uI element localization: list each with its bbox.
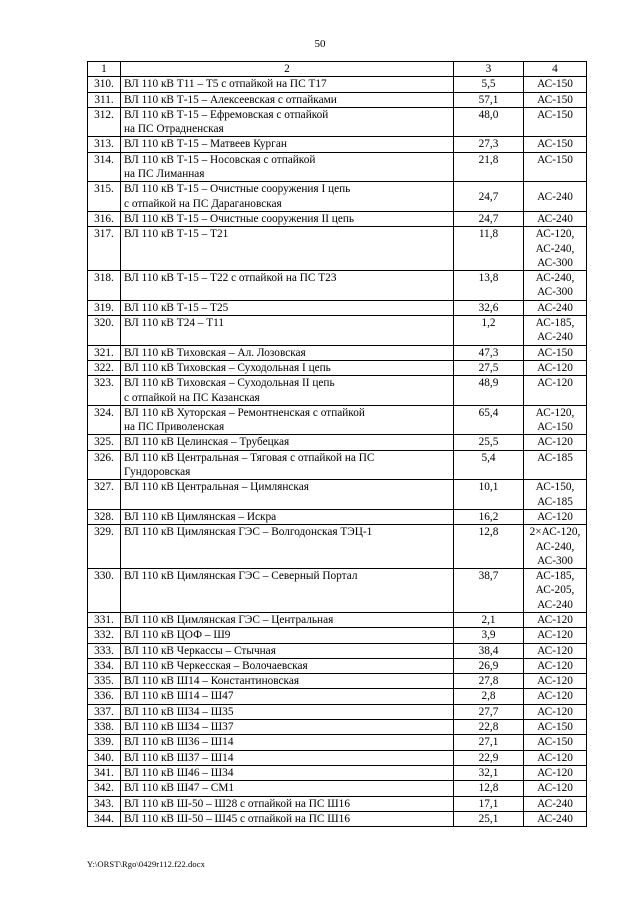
line-length: 27,7	[454, 704, 524, 719]
line-name-text: ВЛ 110 кВ Ш-50 – Ш45 с отпайкой на ПС Ш16	[124, 812, 350, 825]
header-col-1: 1	[88, 62, 121, 77]
table-row	[88, 796, 587, 811]
line-name-text: Гундоровская	[124, 466, 191, 479]
table-row	[88, 811, 587, 826]
wire-type-text: АС-240	[537, 797, 573, 810]
wire-type-text: АС-240	[537, 598, 573, 611]
line-length: 3,9	[454, 628, 524, 643]
row-number: 341.	[88, 765, 121, 780]
table-row	[88, 674, 587, 689]
row-number: 334.	[88, 658, 121, 673]
wire-type-text: АС-150	[537, 736, 573, 749]
wire-type	[524, 480, 587, 510]
line-name	[121, 796, 454, 811]
line-name-text: на ПС Приволенская	[124, 421, 225, 434]
row-number: 318.	[88, 271, 121, 301]
wire-type-text: АС-240,	[535, 242, 575, 255]
row-number: 328.	[88, 509, 121, 524]
row-number: 319.	[88, 300, 121, 315]
row-number: 315.	[88, 182, 121, 212]
line-name-text: ВЛ 110 кВ Т24 – Т11	[124, 317, 225, 330]
line-length: 22,8	[454, 720, 524, 735]
row-number: 325.	[88, 435, 121, 450]
wire-type-text: АС-120	[537, 436, 573, 449]
line-length: 5,4	[454, 450, 524, 480]
wire-type-text: АС-120	[537, 705, 573, 718]
line-length: 38,4	[454, 643, 524, 658]
line-length: 32,6	[454, 300, 524, 315]
line-name-text: ВЛ 110 кВ Т11 – Т5 с отпайкой на ПС Т17	[124, 78, 327, 91]
wire-type-text: АС-120	[537, 690, 573, 703]
wire-type-text: АС-150	[537, 721, 573, 734]
line-name-text: на ПС Лиманная	[124, 168, 205, 181]
wire-type	[524, 227, 587, 271]
line-name	[121, 628, 454, 643]
line-name	[121, 720, 454, 735]
table-row	[88, 658, 587, 673]
line-name	[121, 405, 454, 435]
wire-type	[524, 509, 587, 524]
wire-type	[524, 360, 587, 375]
wire-type	[524, 450, 587, 480]
row-number: 320.	[88, 316, 121, 346]
wire-type-text: 2×АС-120,	[529, 526, 581, 539]
row-number: 326.	[88, 450, 121, 480]
line-name-text: ВЛ 110 кВ Т-15 – Т25	[124, 301, 229, 314]
wire-type-text: АС-120	[537, 510, 573, 523]
line-length: 22,9	[454, 750, 524, 765]
wire-type-text: АС-120	[537, 629, 573, 642]
line-name-text: ВЛ 110 кВ Ш14 – Константиновская	[124, 675, 300, 688]
line-name-text: с отпайкой на ПС Казанская	[124, 391, 260, 404]
wire-type-text: АС-240	[537, 301, 573, 314]
line-length: 38,7	[454, 569, 524, 613]
line-name-text: ВЛ 110 кВ Целинская – Трубецкая	[124, 436, 290, 449]
line-name-text: ВЛ 110 кВ Центральная – Цимлянская	[124, 481, 309, 494]
table-row	[88, 77, 587, 92]
table-row	[88, 628, 587, 643]
line-length: 24,7	[454, 211, 524, 226]
row-number: 332.	[88, 628, 121, 643]
line-length: 27,3	[454, 137, 524, 152]
table-row	[88, 345, 587, 360]
line-length: 27,5	[454, 360, 524, 375]
line-name-text: ВЛ 110 кВ Черкассы – Стычная	[124, 644, 276, 657]
line-name-text: ВЛ 110 кВ Тиховская – Суходольная II цепь	[124, 377, 335, 390]
row-number: 313.	[88, 137, 121, 152]
table-row	[88, 300, 587, 315]
line-name-text: ВЛ 110 кВ Цимлянская – Искра	[124, 510, 277, 523]
table-row	[88, 704, 587, 719]
line-length: 10,1	[454, 480, 524, 510]
line-length: 25,1	[454, 811, 524, 826]
wire-type-text: АС-300	[537, 286, 573, 299]
line-name	[121, 735, 454, 750]
line-name-text: ВЛ 110 кВ Цимлянская ГЭС – Волгодонская ТЭЦ-1	[124, 526, 373, 539]
line-length: 47,3	[454, 345, 524, 360]
wire-type-text: АС-150	[537, 93, 573, 106]
wire-type-text: АС-300	[537, 554, 573, 567]
wire-type-text: АС-120,	[535, 228, 575, 241]
wire-type-text: АС-240	[537, 212, 573, 225]
table-row	[88, 509, 587, 524]
line-length: 27,8	[454, 674, 524, 689]
line-name	[121, 643, 454, 658]
line-name-text: с отпайкой на ПС Дарагановская	[124, 197, 282, 210]
table-header-row	[88, 62, 587, 77]
row-number: 314.	[88, 152, 121, 182]
row-number: 335.	[88, 674, 121, 689]
line-length: 2,1	[454, 612, 524, 627]
wire-type	[524, 152, 587, 182]
table-row	[88, 689, 587, 704]
line-length: 32,1	[454, 765, 524, 780]
line-name	[121, 765, 454, 780]
line-name	[121, 480, 454, 510]
wire-type-text: АС-150	[537, 108, 573, 121]
wire-type	[524, 376, 587, 406]
table-row	[88, 480, 587, 510]
line-name-text: ВЛ 110 кВ Ш14 – Ш47	[124, 690, 234, 703]
table-row	[88, 569, 587, 613]
wire-type	[524, 689, 587, 704]
wire-type-text: АС-150	[537, 346, 573, 359]
row-number: 324.	[88, 405, 121, 435]
row-number: 337.	[88, 704, 121, 719]
line-name-text: ВЛ 110 кВ ЦОФ – Ш9	[124, 629, 231, 642]
header-col-2: 2	[121, 62, 454, 77]
table-row	[88, 271, 587, 301]
line-name	[121, 182, 454, 212]
wire-type	[524, 750, 587, 765]
wire-type-text: АС-240	[537, 190, 573, 203]
line-name-text: ВЛ 110 кВ Т-15 – Алексеевская с отпайками	[124, 93, 337, 106]
line-name-text: ВЛ 110 кВ Т-15 – Очистные сооружения I цепь	[124, 183, 351, 196]
row-number: 322.	[88, 360, 121, 375]
row-number: 312.	[88, 107, 121, 137]
line-length: 5,5	[454, 77, 524, 92]
line-name	[121, 674, 454, 689]
line-length: 65,4	[454, 405, 524, 435]
wire-type	[524, 107, 587, 137]
wire-type-text: АС-300	[537, 256, 573, 269]
table-row	[88, 735, 587, 750]
table-row	[88, 525, 587, 569]
row-number: 344.	[88, 811, 121, 826]
line-name-text: ВЛ 110 кВ Ш36 – Ш14	[124, 736, 234, 749]
line-name	[121, 92, 454, 107]
row-number: 338.	[88, 720, 121, 735]
line-name	[121, 137, 454, 152]
line-name-text: ВЛ 110 кВ Т-15 – Матвеев Курган	[124, 138, 287, 151]
wire-type-text: АС-120	[537, 782, 573, 795]
wire-type-text: АС-240,	[535, 272, 575, 285]
wire-type-text: АС-150	[537, 421, 573, 434]
wire-type-text: АС-150	[537, 138, 573, 151]
wire-type-text: АС-150,	[535, 481, 575, 494]
wire-type	[524, 211, 587, 226]
power-lines-table	[87, 61, 587, 827]
table-row	[88, 376, 587, 406]
row-number: 317.	[88, 227, 121, 271]
line-name	[121, 77, 454, 92]
line-name-text: ВЛ 110 кВ Центральная – Тяговая с отпайкой на ПС	[124, 451, 375, 464]
wire-type	[524, 92, 587, 107]
line-name-text: ВЛ 110 кВ Тиховская – Ал. Лозовская	[124, 346, 306, 359]
line-name	[121, 360, 454, 375]
line-length: 12,8	[454, 781, 524, 796]
line-name	[121, 525, 454, 569]
row-number: 343.	[88, 796, 121, 811]
row-number: 342.	[88, 781, 121, 796]
table-row	[88, 405, 587, 435]
table-row	[88, 92, 587, 107]
row-number: 323.	[88, 376, 121, 406]
line-name	[121, 271, 454, 301]
wire-type	[524, 405, 587, 435]
line-name	[121, 704, 454, 719]
file-path-footer: Y:\ORST\Rgo\0429r112.f22.docx	[87, 859, 205, 869]
line-name-text: ВЛ 110 кВ Ш-50 – Ш28 с отпайкой на ПС Ш16	[124, 797, 350, 810]
wire-type	[524, 435, 587, 450]
line-length: 1,2	[454, 316, 524, 346]
wire-type-text: АС-150	[537, 78, 573, 91]
line-name	[121, 435, 454, 450]
row-number: 339.	[88, 735, 121, 750]
wire-type-text: АС-120	[537, 659, 573, 672]
row-number: 340.	[88, 750, 121, 765]
wire-type-text: АС-150	[537, 153, 573, 166]
line-name	[121, 316, 454, 346]
wire-type-text: АС-185,	[535, 570, 575, 583]
wire-type	[524, 674, 587, 689]
table-row	[88, 107, 587, 137]
wire-type	[524, 182, 587, 212]
line-name-text: ВЛ 110 кВ Цимлянская ГЭС – Северный Портал	[124, 570, 358, 583]
line-name	[121, 300, 454, 315]
line-length: 21,8	[454, 152, 524, 182]
line-name	[121, 152, 454, 182]
wire-type-text: АС-120	[537, 751, 573, 764]
table-row	[88, 316, 587, 346]
wire-type	[524, 765, 587, 780]
wire-type-text: АС-185	[537, 451, 573, 464]
wire-type-text: АС-120	[537, 377, 573, 390]
line-name	[121, 211, 454, 226]
table-row	[88, 182, 587, 212]
table-row	[88, 360, 587, 375]
line-name-text: ВЛ 110 кВ Т-15 – Носовская с отпайкой	[124, 153, 316, 166]
table-row	[88, 450, 587, 480]
wire-type	[524, 316, 587, 346]
row-number: 310.	[88, 77, 121, 92]
row-number: 336.	[88, 689, 121, 704]
table-row	[88, 765, 587, 780]
table-row	[88, 781, 587, 796]
row-number: 316.	[88, 211, 121, 226]
wire-type-text: АС-120	[537, 766, 573, 779]
table-row	[88, 137, 587, 152]
line-name	[121, 658, 454, 673]
line-name	[121, 450, 454, 480]
line-length: 48,9	[454, 376, 524, 406]
header-col-3: 3	[454, 62, 524, 77]
wire-type	[524, 137, 587, 152]
line-length: 11,8	[454, 227, 524, 271]
line-name	[121, 689, 454, 704]
line-name-text: ВЛ 110 кВ Т-15 – Т22 с отпайкой на ПС Т23	[124, 272, 337, 285]
line-length: 16,2	[454, 509, 524, 524]
wire-type	[524, 569, 587, 613]
line-name-text: ВЛ 110 кВ Ш34 – Ш37	[124, 721, 234, 734]
table-row	[88, 720, 587, 735]
table-row	[88, 211, 587, 226]
line-name	[121, 781, 454, 796]
wire-type	[524, 796, 587, 811]
line-name	[121, 107, 454, 137]
line-length: 26,9	[454, 658, 524, 673]
row-number: 311.	[88, 92, 121, 107]
line-length: 27,1	[454, 735, 524, 750]
line-name-text: ВЛ 110 кВ Т-15 – Очистные сооружения II цепь	[124, 212, 355, 225]
line-name	[121, 227, 454, 271]
wire-type-text: АС-240	[537, 812, 573, 825]
line-length: 17,1	[454, 796, 524, 811]
line-name-text: ВЛ 110 кВ Тиховская – Суходольная I цепь	[124, 361, 331, 374]
line-name-text: ВЛ 110 кВ Ш47 – СМ1	[124, 782, 235, 795]
row-number: 327.	[88, 480, 121, 510]
wire-type	[524, 628, 587, 643]
line-name-text: ВЛ 110 кВ Хуторская – Ремонтненская с отпайкой	[124, 406, 365, 419]
line-name	[121, 811, 454, 826]
row-number: 321.	[88, 345, 121, 360]
wire-type	[524, 735, 587, 750]
line-name	[121, 569, 454, 613]
header-col-4: 4	[524, 62, 587, 77]
table-row	[88, 435, 587, 450]
wire-type-text: АС-205,	[535, 584, 575, 597]
wire-type	[524, 643, 587, 658]
wire-type	[524, 300, 587, 315]
line-name	[121, 376, 454, 406]
wire-type	[524, 811, 587, 826]
row-number: 329.	[88, 525, 121, 569]
wire-type	[524, 525, 587, 569]
wire-type-text: АС-240,	[535, 540, 575, 553]
page-number: 50	[314, 38, 326, 50]
line-name	[121, 612, 454, 627]
wire-type-text: АС-185	[537, 495, 573, 508]
wire-type	[524, 271, 587, 301]
wire-type	[524, 345, 587, 360]
line-name-text: ВЛ 110 кВ Т-15 – Ефремовская с отпайкой	[124, 108, 329, 121]
wire-type-text: АС-120	[537, 361, 573, 374]
line-length: 25,5	[454, 435, 524, 450]
line-name-text: ВЛ 110 кВ Т-15 – Т21	[124, 228, 229, 241]
wire-type	[524, 658, 587, 673]
table-row	[88, 643, 587, 658]
row-number: 331.	[88, 612, 121, 627]
line-length: 57,1	[454, 92, 524, 107]
wire-type	[524, 720, 587, 735]
wire-type-text: АС-120,	[535, 406, 575, 419]
line-length: 24,7	[454, 182, 524, 212]
line-length: 48,0	[454, 107, 524, 137]
table-row	[88, 227, 587, 271]
line-name-text: ВЛ 110 кВ Черкесская – Волочаевская	[124, 659, 308, 672]
line-name-text: ВЛ 110 кВ Ш34 – Ш35	[124, 705, 234, 718]
line-name-text: ВЛ 110 кВ Ш37 – Ш14	[124, 751, 234, 764]
line-name-text: на ПС Отрадненская	[124, 123, 224, 136]
line-name	[121, 345, 454, 360]
row-number: 330.	[88, 569, 121, 613]
wire-type	[524, 77, 587, 92]
table-row	[88, 612, 587, 627]
wire-type	[524, 781, 587, 796]
line-length: 2,8	[454, 689, 524, 704]
wire-type-text: АС-120	[537, 613, 573, 626]
line-name-text: ВЛ 110 кВ Цимлянская ГЭС – Центральная	[124, 613, 334, 626]
line-length: 12,8	[454, 525, 524, 569]
wire-type	[524, 612, 587, 627]
table-row	[88, 750, 587, 765]
line-name	[121, 750, 454, 765]
wire-type-text: АС-120	[537, 675, 573, 688]
line-name-text: ВЛ 110 кВ Ш46 – Ш34	[124, 766, 234, 779]
line-name	[121, 509, 454, 524]
wire-type	[524, 704, 587, 719]
wire-type-text: АС-120	[537, 644, 573, 657]
table-row	[88, 152, 587, 182]
row-number: 333.	[88, 643, 121, 658]
wire-type-text: АС-185,	[535, 317, 575, 330]
wire-type-text: АС-240	[537, 331, 573, 344]
line-length: 13,8	[454, 271, 524, 301]
